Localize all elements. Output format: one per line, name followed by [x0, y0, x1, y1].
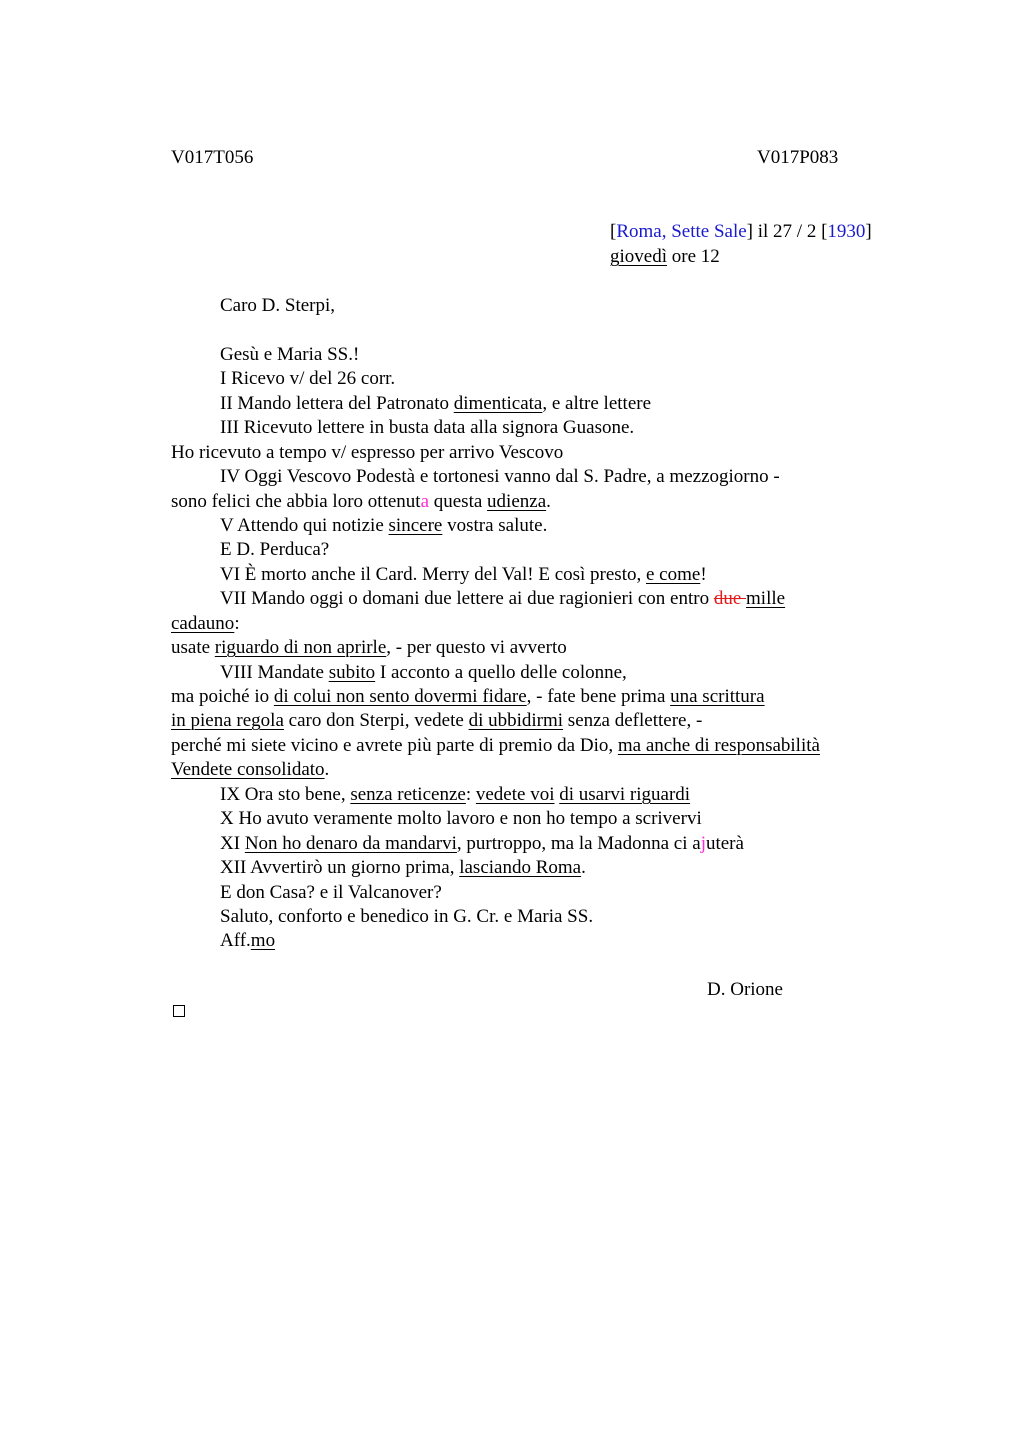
- paragraph-3-continued: Ho ricevuto a tempo v/ espresso per arrivo Vescovo: [171, 442, 564, 463]
- paragraph-11: XI Non ho denaro da mandarvi, purtroppo, ma la Madonna ci ajuterà: [220, 833, 744, 854]
- square-marker-icon: [173, 1005, 185, 1017]
- paragraph-4-continued: sono felici che abbia loro ottenuta questa udienza.: [171, 491, 551, 512]
- signature: D. Orione: [707, 979, 783, 1000]
- paragraph-9: IX Ora sto bene, senza reticenze: vedete voi di usarvi riguardi: [220, 784, 691, 805]
- salutation: Caro D. Sterpi,: [220, 295, 336, 316]
- dateline-time: giovedì ore 12: [610, 246, 720, 267]
- paragraph-7-continued: cadauno:: [171, 613, 240, 634]
- paragraph-8-continued-2: in piena regola caro don Sterpi, vedete di ubbidirmi senza deflettere, -: [171, 710, 703, 731]
- deleted-text: due: [713, 588, 747, 609]
- dateline: [Roma, Sette Sale] il 27 / 2 [1930]: [610, 221, 872, 242]
- paragraph-7-continued-2: usate riguardo di non aprirle, - per questo vi avverto: [171, 637, 567, 658]
- paragraph-13: E don Casa? e il Valcanover?: [220, 882, 442, 903]
- dateline-year: 1930: [827, 221, 866, 242]
- closing-affectionate: Aff.mo: [220, 930, 276, 951]
- paragraph-4: IV Oggi Vescovo Podestà e tortonesi vanno dal S. Padre, a mezzogiorno -: [220, 466, 780, 487]
- paragraph-6: VI È morto anche il Card. Merry del Val! E così presto, e come!: [220, 564, 707, 585]
- greeting: Gesù e Maria SS.!: [220, 344, 360, 365]
- dateline-day: giovedì: [610, 246, 667, 267]
- document-code-right: V017P083: [757, 147, 839, 168]
- paragraph-7: VII Mando oggi o domani due lettere ai due ragionieri con entro due mille: [220, 588, 786, 609]
- paragraph-5-question: E D. Perduca?: [220, 539, 330, 560]
- paragraph-12: XII Avvertirò un giorno prima, lasciando Roma.: [220, 857, 586, 878]
- closing: Saluto, conforto e benedico in G. Cr. e Maria SS.: [220, 906, 594, 927]
- paragraph-10: X Ho avuto veramente molto lavoro e non ho tempo a scrivervi: [220, 808, 702, 829]
- paragraph-8: VIII Mandate subito I acconto a quello delle colonne,: [220, 662, 627, 683]
- paragraph-8-continued-4: Vendete consolidato.: [171, 759, 330, 780]
- paragraph-3: III Ricevuto lettere in busta data alla signora Guasone.: [220, 417, 635, 438]
- document-code-left: V017T056: [171, 147, 254, 168]
- paragraph-2: II Mando lettera del Patronato dimenticata, e altre lettere: [220, 393, 652, 414]
- paragraph-1: I Ricevo v/ del 26 corr.: [220, 368, 396, 389]
- paragraph-8-continued-3: perché mi siete vicino e avrete più parte di premio da Dio, ma anche di responsabilità: [171, 735, 820, 756]
- paragraph-5: V Attendo qui notizie sincere vostra salute.: [220, 515, 548, 536]
- dateline-place: Roma, Sette Sale: [616, 221, 747, 242]
- paragraph-8-continued: ma poiché io di colui non sento dovermi fidare, - fate bene prima una scrittura: [171, 686, 765, 707]
